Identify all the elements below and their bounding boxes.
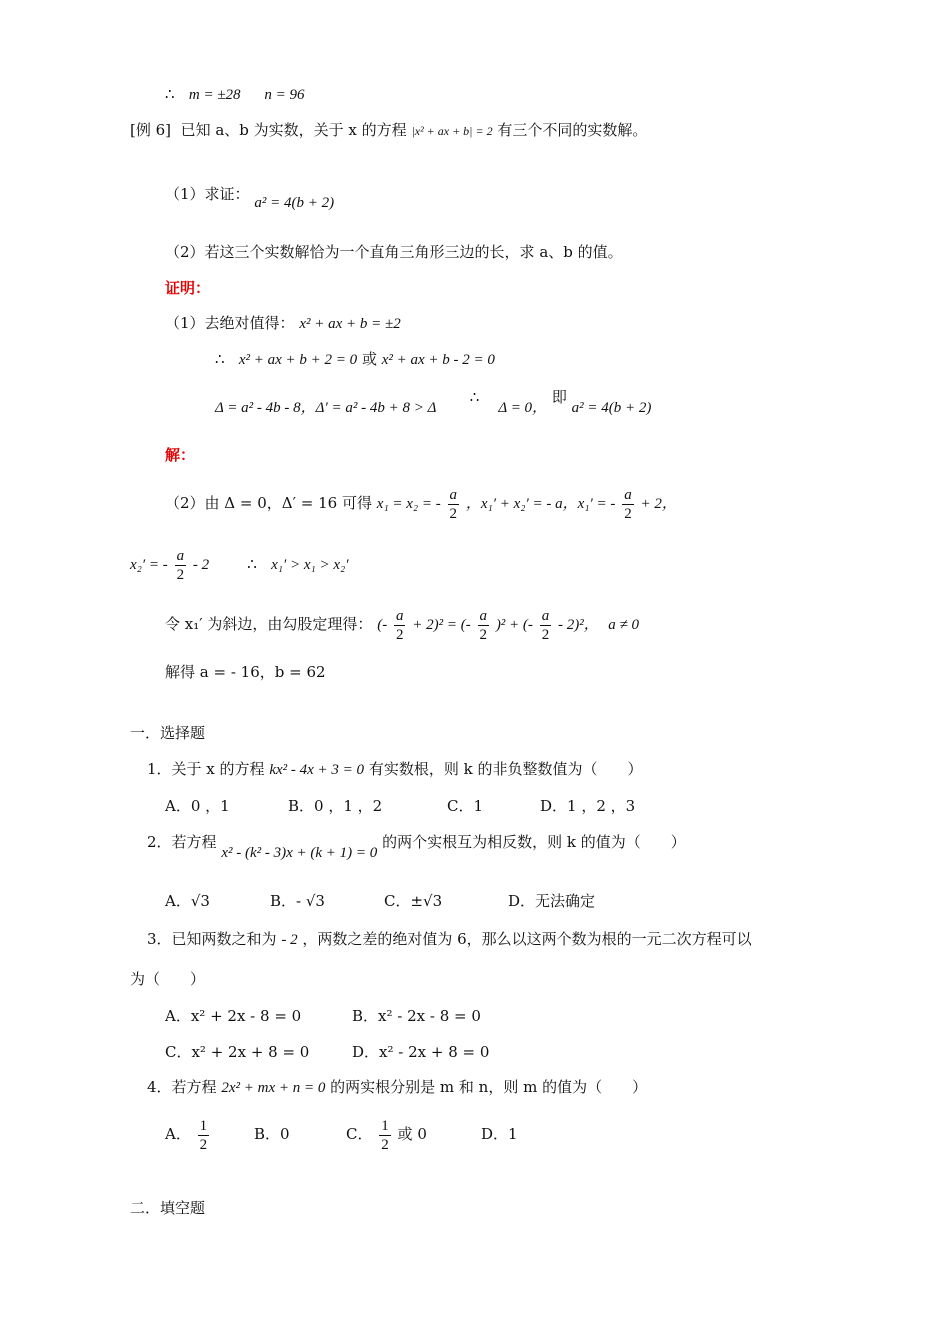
n-value: n = 96 — [264, 87, 305, 103]
q3-option-b: B．x² - 2x - 8 = 0 — [352, 1007, 481, 1025]
sol-l1-a: （2）由 Δ = 0，Δ′ = 16 可得 — [165, 494, 372, 512]
proof-line1-label: （1）去绝对值得： — [165, 314, 295, 332]
q1-option-c: C．1 — [447, 797, 484, 815]
therefore-symbol: ∴ — [247, 555, 257, 573]
q2-option-d: D．无法确定 — [508, 892, 596, 910]
sol-l2-a: x₂′ = - — [130, 557, 168, 573]
q3-option-c: C．x² + 2x + 8 = 0 — [165, 1043, 310, 1061]
solution-line1 — [165, 482, 677, 525]
q3-stem: 3．已知两数之和为 - 2 ，两数之差的绝对值为 6，那么以这两个数为根的一元二次方程可以 — [147, 930, 752, 948]
q4-equation: 2x² + mx + n = 0 — [221, 1080, 326, 1096]
q1-option-d: D．1 ，2 ，3 — [540, 797, 636, 815]
example-text-a: 已知 a、b 为实数，关于 x 的方程 — [180, 121, 407, 139]
fraction-a-over-2: $\frac{a}{2}$ — [176, 547, 185, 583]
proof-conclusion: a² = 4(b + 2) — [571, 400, 652, 416]
q4-option-c: C． $\frac{1}{2}$ 或 0 — [346, 1117, 427, 1153]
q2-stem: 2．若方程 x² - (k² - 3)x + (k + 1) = 0 的两个实根互为相反数，则 k 的值为（ ） — [147, 833, 686, 861]
q4-option-b: B．0 — [254, 1125, 290, 1143]
fraction-a-over-2: $\frac{a}{2}$ — [541, 607, 550, 643]
abs-equation: |x² + ax + b| = 2 — [411, 124, 493, 138]
sol-l3-e: - 2)²， — [557, 617, 599, 633]
q1-option-b: B．0 ，1 ，2 — [288, 797, 383, 815]
example-tag: [例 6] — [130, 121, 172, 139]
example-text-b: 有三个不同的实数解。 — [497, 121, 648, 139]
q2-option-c: C．±√3 — [384, 892, 443, 910]
q2-option-a: A．√3 — [165, 892, 210, 910]
prev-result — [165, 84, 305, 105]
part1-formula: a² = 4(b + 2) — [254, 195, 335, 211]
q4-stem: 4．若方程 2x² + mx + n = 0 的两实根分别是 m 和 n，则 m 的值为（ ） — [147, 1078, 648, 1096]
fraction-a-over-2: $\frac{a}{2}$ — [479, 607, 488, 643]
equation-minus2: x² + ax + b - 2 = 0 — [381, 352, 495, 368]
proof-line3 — [215, 388, 652, 418]
q4-option-a: A． $\frac{1}{2}$ — [165, 1117, 208, 1153]
q2-option-b: B．- √3 — [270, 892, 325, 910]
fraction-a-over-2: $\frac{a}{2}$ — [395, 607, 404, 643]
q3-option-d: D．x² - 2x + 8 = 0 — [352, 1043, 490, 1061]
q3-stem-cont: 为（ ） — [130, 970, 206, 988]
sol-l1-c: ，x₁′ + x₂′ = - a，x₁′ = - — [465, 496, 616, 512]
proof-heading: 证明： — [165, 279, 211, 297]
sol-l3-f: a ≠ 0 — [608, 617, 640, 633]
proof-line1 — [165, 313, 401, 334]
q3-option-a: A．x² + 2x - 8 = 0 — [165, 1007, 302, 1025]
q1-stem: 1．关于 x 的方程 kx² - 4x + 3 = 0 有实数根，则 k 的非负整数值为（ ） — [147, 760, 643, 778]
solution-line3 — [165, 603, 639, 646]
example6-stem — [130, 120, 647, 141]
proof-line1-formula: x² + ax + b = ±2 — [299, 316, 401, 332]
part1-label: （1）求证： — [165, 185, 250, 203]
delta-zero: Δ = 0， — [498, 400, 548, 416]
proof-line2 — [215, 349, 495, 370]
fraction-half: $\frac{1}{2}$ — [199, 1117, 208, 1153]
solution-answer: 解得 a = - 16，b = 62 — [165, 663, 326, 681]
sol-l3-a: 令 x₁′ 为斜边，由勾股定理得： — [165, 615, 373, 633]
therefore-symbol: ∴ — [215, 350, 225, 368]
sol-l1-d: + 2， — [640, 496, 677, 512]
q1-option-a: A．0 ，1 — [165, 797, 230, 815]
sol-l3-d: )² + (- — [495, 617, 533, 633]
root-order: x₁′ > x₁ > x₂′ — [271, 557, 349, 573]
part1 — [165, 184, 335, 211]
fraction-half: $\frac{1}{2}$ — [381, 1117, 389, 1153]
q3-sum: - 2 — [281, 932, 298, 948]
ji-word: 即 — [551, 388, 567, 406]
q1-equation: kx² - 4x + 3 = 0 — [269, 762, 365, 778]
equation-plus2: x² + ax + b + 2 = 0 — [238, 352, 358, 368]
sol-l1-b: x₁ = x₂ = - — [376, 496, 441, 512]
section1-title: 一．选择题 — [130, 724, 206, 742]
section2-title: 二．填空题 — [130, 1199, 206, 1217]
sol-l3-b: (- — [377, 617, 388, 633]
q2-equation: x² - (k² - 3)x + (k + 1) = 0 — [221, 845, 378, 861]
fraction-a-over-2: $\frac{a}{2}$ — [624, 486, 632, 522]
therefore-symbol: ∴ — [469, 388, 480, 406]
sol-l2-b: - 2 — [192, 557, 210, 573]
solution-line2 — [130, 543, 349, 586]
q4-option-d: D．1 — [481, 1125, 518, 1143]
discriminants: Δ = a² - 4b - 8，Δ′ = a² - 4b + 8 > Δ — [215, 400, 437, 416]
solution-heading: 解： — [165, 446, 196, 464]
part2: （2）若这三个实数解恰为一个直角三角形三边的长，求 a、b 的值。 — [165, 243, 623, 261]
m-value: m = ±28 — [188, 87, 241, 103]
fraction-a-over-2: $\frac{a}{2}$ — [449, 486, 458, 522]
therefore-symbol: ∴ — [165, 85, 175, 103]
sol-l3-c: + 2)² = (- — [412, 617, 471, 633]
or-word: 或 — [361, 350, 377, 368]
